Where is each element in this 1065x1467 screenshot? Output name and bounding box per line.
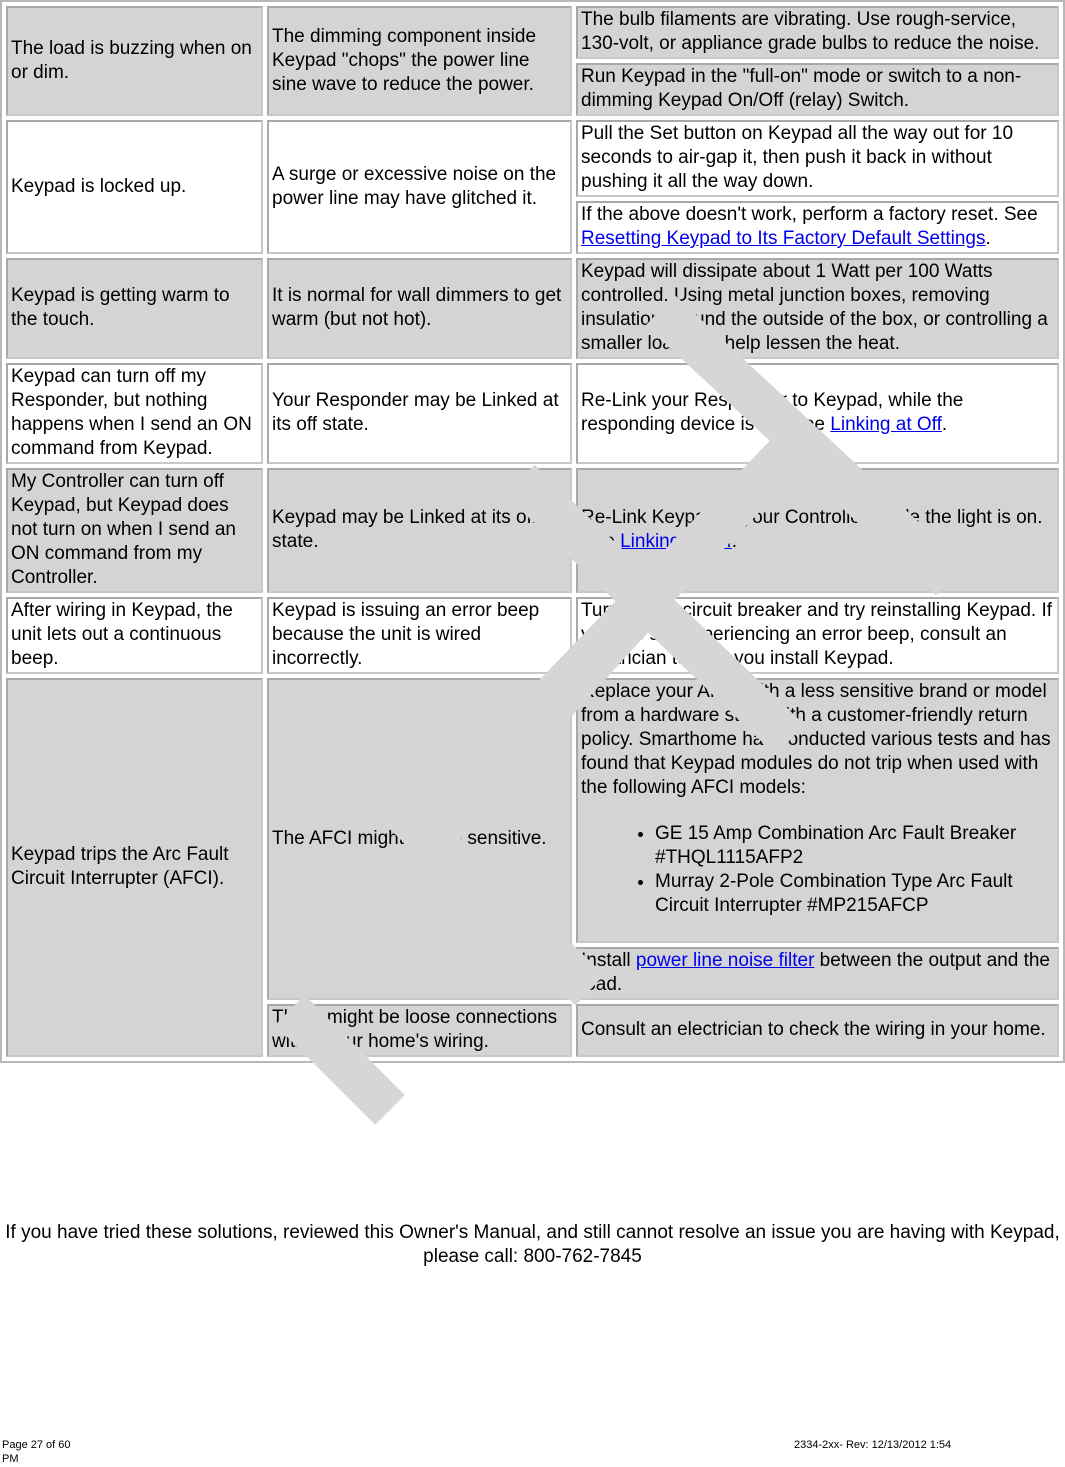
cause-cell: Your Responder may be Linked at its off state. [267,363,572,464]
problem-cell: After wiring in Keypad, the unit lets out a continuous beep. [6,597,263,674]
list-item: • GE 15 Amp Combination Arc Fault Breaker #THQL1115AFP2 [655,822,1055,870]
page-number: Page 27 of 60 PM [2,1439,71,1465]
revision-info: 2334-2xx- Rev: 12/13/2012 1:54 [794,1439,952,1451]
table-row [6,678,1059,943]
solution-cell: Turn off the circuit breaker and try reinstalling Keypad. If you are still experiencing an error beep, consult an electrician to help you install Keypad. [576,597,1059,674]
solution-cell [576,947,1059,1000]
cause-cell: Keypad is issuing an error beep because the unit is wired incorrectly. [267,597,572,674]
solution-cell: Keypad will dissipate about 1 Watt per 100 Watts controlled. Using metal junction boxes, removing insulation around the outside of the box, or controlling a smaller load can help lessen the heat. [576,258,1059,359]
solution-text: Re-Link your Responder to Keypad, while the responding device is on. See [581,390,964,435]
problem-cell: Keypad is locked up. [6,120,263,254]
cause-cell: It is normal for wall dimmers to get warm (but not hot). [267,258,572,359]
cause-cell: The dimming component inside Keypad "chops" the power line sine wave to reduce the power. [267,6,572,116]
noise-filter-link[interactable]: power line noise filter [635,950,815,971]
table-row [6,468,1059,593]
solution-text: Re-Link Keypad to your Controller, while the light is on. See [581,507,1043,552]
factory-reset-link[interactable]: Resetting Keypad to Its Factory Default Settings [581,228,986,249]
solution-cell: Consult an electrician to check the wiring in your home. [576,1004,1059,1057]
table-row [6,120,1059,197]
list-item: • Murray 2-Pole Combination Type Arc Fault Circuit Interrupter #MP215AFCP [655,870,1055,918]
solution-text: If the above doesn't work, perform a factory reset. See [581,204,1038,225]
solution-text: . [731,531,737,552]
problem-cell: Keypad is getting warm to the touch. [6,258,263,359]
solution-cell: The bulb filaments are vibrating. Use rough-service, 130-volt, or appliance grade bulbs to reduce the noise. [576,6,1059,59]
solution-cell [576,678,1059,943]
solution-cell: Run Keypad in the "full-on" mode or switch to a non-dimming Keypad On/Off (relay) Switch. [576,63,1059,116]
table-row [6,258,1059,359]
support-note: If you have tried these solutions, reviewed this Owner's Manual, and still cannot resolve an issue you are having with Keypad, please call: 800-762-7845 [5,1222,1060,1267]
cause-cell: Keypad may be Linked at its off state. [267,468,572,593]
cause-cell: There might be loose connections within your home's wiring. [267,1004,572,1057]
problem-cell: Keypad can turn off my Responder, but nothing happens when I send an ON command from Keypad. [6,363,263,464]
solution-cell: Pull the Set button on Keypad all the way out for 10 seconds to air-gap it, then push it back in without pushing it all the way down. [576,120,1059,197]
solution-cell [576,468,1059,593]
solution-text: Replace your AFCI with a less sensitive brand or model from a hardware store with a customer-friendly return policy. Smarthome has conducted various tests and has found that Keypad modules do not trip when used with the following AFCI models: [581,681,1051,798]
solution-cell [576,201,1059,254]
solution-text: Install [581,950,636,971]
linking-at-off-link[interactable]: Linking at Off [620,531,732,552]
problem-cell: My Controller can turn off Keypad, but Keypad does not turn on when I send an ON command from my Controller. [6,468,263,593]
solution-cell [576,363,1059,464]
table-row [6,363,1059,464]
solution-text: between the output and the load. [581,950,1050,995]
problem-cell: The load is buzzing when on or dim. [6,6,263,116]
solution-text: . [985,228,991,249]
afci-model-list [581,822,1055,918]
solution-text: . [941,414,948,435]
cause-cell: A surge or excessive noise on the power line may have glitched it. [267,120,572,254]
table-row [6,6,1059,59]
linking-at-off-link[interactable]: Linking at Off [830,414,942,435]
problem-cell: Keypad trips the Arc Fault Circuit Interrupter (AFCI). [6,678,263,1057]
table-row [6,597,1059,674]
cause-cell: The AFCI might be too sensitive. [267,678,572,1000]
